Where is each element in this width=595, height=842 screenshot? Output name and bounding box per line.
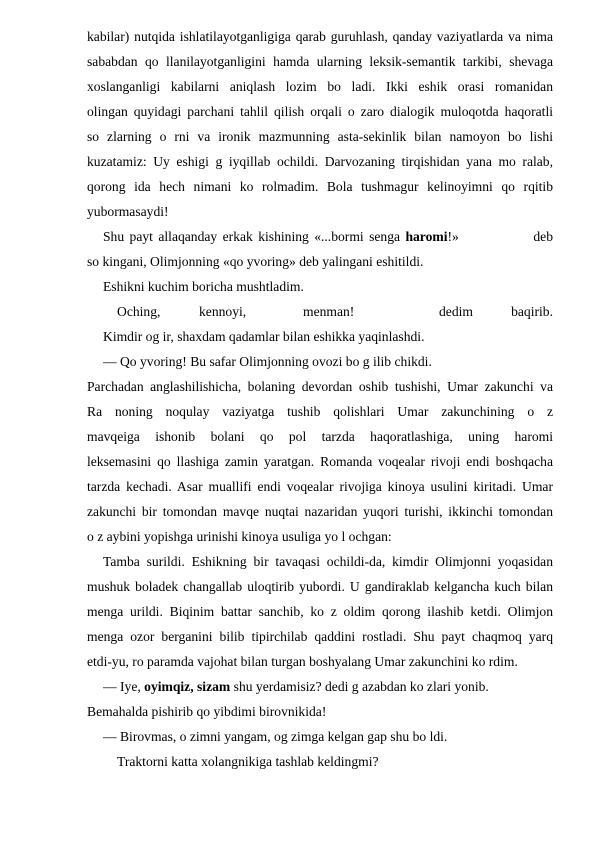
text-span: dedim <box>439 304 473 319</box>
text-line: Parchadan anglashilishicha, bolaning devordan oshib tushishi, Umar zakunchi va <box>87 379 553 394</box>
text-line: mavqeiga ishonib bolani qo pol tarzda haqoratlashiga, uning haromi <box>87 429 553 444</box>
text-line: so zlarning o rni va ironik mazmunning asta-sekinlik bilan namoyon bo lishi <box>87 129 553 144</box>
text-line: zakunchi bir tomondan mavqe nuqtai nazaridan yuqori turishi, ikkinchi tomondan <box>87 504 553 519</box>
text-line: kabilar) nutqida ishlatilayotganligiga qarab guruhlash, qanday vaziyatlarda va nima <box>87 29 553 44</box>
emphasis-phrase: oyimqiz, sizam <box>144 679 231 694</box>
text-line: mushuk boladek changallab uloqtirib yubordi. U gandiraklab kelgancha kuch bilan <box>87 579 553 594</box>
text-line: menga ozor berganini bilib tipirchilab qaddini rostladi. Shu payt chaqmoq yarq <box>87 629 553 644</box>
text-line: — Birovmas, o zimni yangam, og zimga kelgan gap shu bo ldi. <box>103 729 448 744</box>
text-line <box>117 301 553 322</box>
text-line: o z aybini yopishga urinishi kinoya usuliga yo l ochgan: <box>87 529 392 544</box>
text-line: Kimdir og ir, shaxdam qadamlar bilan eshikka yaqinlashdi. <box>103 329 425 344</box>
text-line: so kingani, Olimjonning «qo yvoring» deb yalingani eshitildi. <box>87 254 424 269</box>
text-line: Bemahalda pishirib qo yibdimi birovnikida! <box>87 704 327 719</box>
text-line: yubormasaydi! <box>87 204 169 219</box>
text-line: Eshikni kuchim boricha mushtladim. <box>103 279 304 294</box>
text-line: kuzatamiz: Uy eshigi g iyqillab ochildi. Darvozaning tirqishidan yana mo ralab, <box>87 154 553 169</box>
text-span: menman! <box>303 304 355 319</box>
text-line <box>103 226 553 247</box>
text-span: deb <box>533 229 553 244</box>
text-span: Shu payt allaqanday erkak kishining «...bormi senga <box>103 229 406 244</box>
text-line: leksemasini qo llashiga zamin yaratgan. Romanda voqealar rivoji endi boshqacha <box>87 454 553 469</box>
text-line: qorong ida hech nimani ko rolmadim. Bola tushmagur kelinoyimni qo rqitib <box>87 179 553 194</box>
text-span: !» <box>447 229 459 244</box>
text-span: shu yerdamisiz? dedi g azabdan ko zlari yonib. <box>230 679 489 694</box>
text-line: menga urildi. Biqinim battar sanchib, ko z oldim qorong ilashib ketdi. Olimjon <box>87 604 553 619</box>
text-line: xoslanganligi kabilarni aniqlash lozim bo ladi. Ikki eshik orasi romanidan <box>87 79 553 94</box>
emphasis-word: haromi <box>405 229 448 244</box>
text-span: baqirib. <box>511 304 553 319</box>
text-line: Ra noning noqulay vaziyatga tushib qolishlari Umar zakunchining o z <box>87 404 553 419</box>
text-span: — Iye, <box>103 679 145 694</box>
text-span: kennoyi, <box>199 304 247 319</box>
text-line: tarzda kechadi. Asar muallifi endi voqealar rivojiga kinoya usulini kiritadi. Umar <box>87 479 553 494</box>
text-line: Traktorni katta xolangnikiga tashlab keldingmi? <box>117 754 379 769</box>
text-line <box>103 676 553 697</box>
text-span: Oching, <box>117 304 161 319</box>
text-line: Tamba surildi. Eshikning bir tavaqasi ochildi-da, kimdir Olimjonni yoqasidan <box>103 554 553 569</box>
text-line: — Qo yvoring! Bu safar Olimjonning ovozi bo g ilib chikdi. <box>103 354 432 369</box>
text-line: olingan quyidagi parchani tahlil qilish orqali o zaro dialogik muloqotda haqoratli <box>87 104 553 119</box>
text-line: etdi-yu, ro paramda vajohat bilan turgan boshyalang Umar zakunchini ko rdim. <box>87 654 518 669</box>
text-line: sababdan qo llanilayotganligini hamda ularning leksik-semantik tarkibi, shevaga <box>87 54 553 69</box>
